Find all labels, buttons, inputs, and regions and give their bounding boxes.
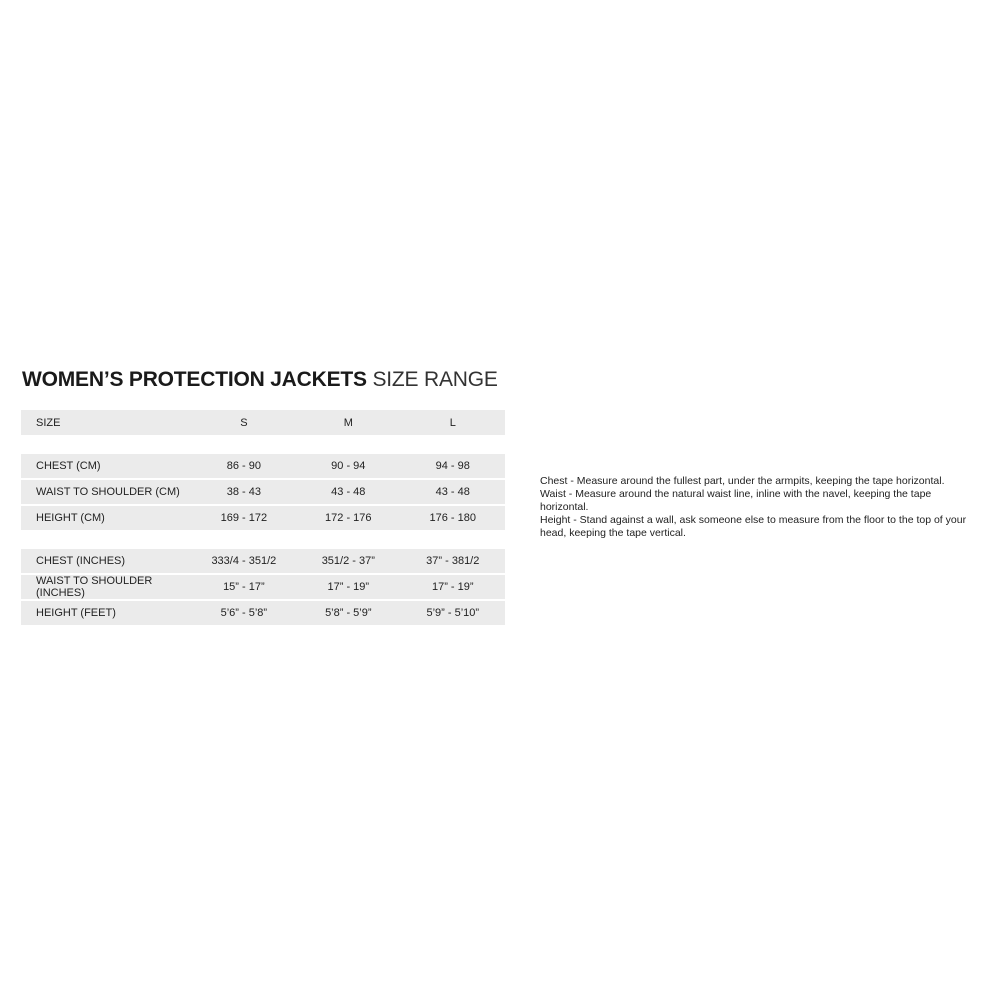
row-label: HEIGHT (FEET) [21,601,192,625]
table-row [21,506,505,530]
cell-l: 94 - 98 [401,454,505,478]
table-row [21,480,505,504]
row-label: CHEST (INCHES) [21,549,192,573]
row-label: HEIGHT (CM) [21,506,192,530]
size-chart-table [21,408,505,627]
cell-s: 86 - 90 [192,454,296,478]
row-label: WAIST TO SHOULDER (INCHES) [21,575,192,599]
cell-s: 169 - 172 [192,506,296,530]
table-row [21,601,505,625]
row-label: WAIST TO SHOULDER (CM) [21,480,192,504]
cell-m: 90 - 94 [296,454,400,478]
cell-l: 176 - 180 [401,506,505,530]
table-spacer [21,437,505,452]
page-title [22,368,498,392]
cell-l: 5’9” - 5’10” [401,601,505,625]
title-main: WOMEN’S PROTECTION JACKETS [22,368,367,391]
cell-m: 172 - 176 [296,506,400,530]
cell-s: 38 - 43 [192,480,296,504]
header-m: M [296,410,400,435]
header-size: SIZE [21,410,192,435]
cell-m: 351/2 - 37” [296,549,400,573]
note-waist: Waist - Measure around the natural waist line, inline with the navel, keeping the tape horizontal. [540,488,932,513]
cell-s: 15” - 17” [192,575,296,599]
note-height: Height - Stand against a wall, ask someone else to measure from the floor to the top of your head, keeping the tape vertical. [540,514,967,539]
header-l: L [401,410,505,435]
note-chest: Chest - Measure around the fullest part, under the armpits, keeping the tape horizontal. [540,475,945,487]
cell-m: 5’8” - 5’9” [296,601,400,625]
cell-l: 17” - 19” [401,575,505,599]
cell-m: 17” - 19” [296,575,400,599]
cell-s: 333/4 - 351/2 [192,549,296,573]
cell-l: 43 - 48 [401,480,505,504]
cell-l: 37” - 381/2 [401,549,505,573]
table-row [21,454,505,478]
header-s: S [192,410,296,435]
cell-m: 43 - 48 [296,480,400,504]
row-label: CHEST (CM) [21,454,192,478]
table-header-row [21,410,505,435]
cell-s: 5’6” - 5’8” [192,601,296,625]
title-sub: SIZE RANGE [372,368,498,391]
table-spacer [21,532,505,547]
measurement-notes [540,475,980,540]
table-row [21,549,505,573]
table-row [21,575,505,599]
